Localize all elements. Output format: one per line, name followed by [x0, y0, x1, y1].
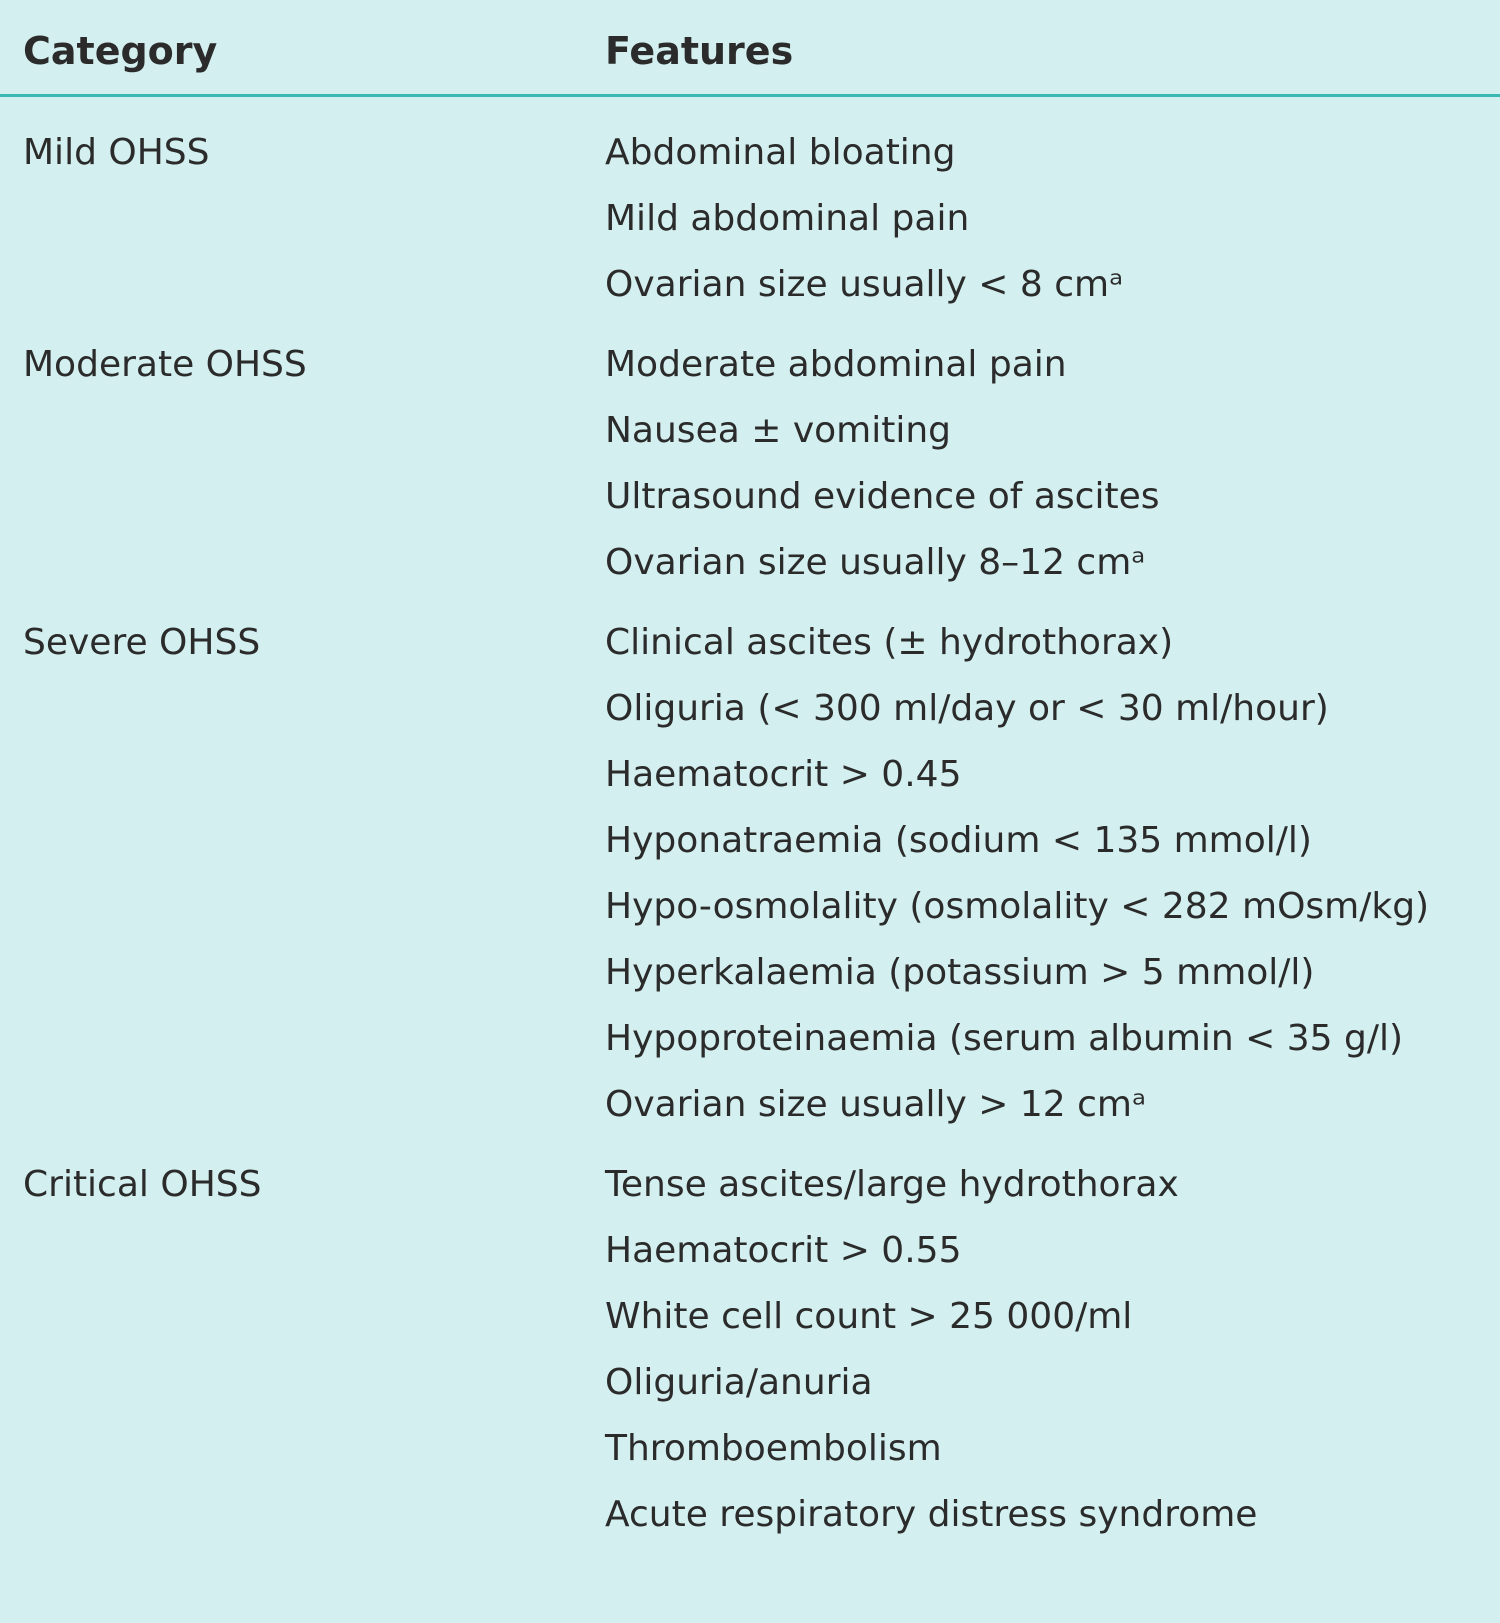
features-cell: [605, 342, 1500, 586]
feature-item: Hypoproteinaemia (serum albumin < 35 g/l): [605, 1018, 1404, 1059]
features-cell: [605, 130, 1500, 308]
feature-item: Ovarian size usually > 12 cmᵃ: [605, 1084, 1147, 1125]
feature-item: Oliguria/anuria: [605, 1362, 873, 1403]
category-cell: Critical OHSS: [23, 1164, 262, 1205]
feature-item: White cell count > 25 000/ml: [605, 1296, 1133, 1337]
table-row-severe: [0, 620, 1500, 1162]
feature-item: Hypo-osmolality (osmolality < 282 mOsm/kg): [605, 886, 1430, 927]
feature-item: Hyponatraemia (sodium < 135 mmol/l): [605, 820, 1312, 861]
header-features: Features: [605, 29, 794, 73]
feature-item: Nausea ± vomiting: [605, 410, 952, 451]
feature-item: Haematocrit > 0.45: [605, 754, 962, 795]
feature-item: Ultrasound evidence of ascites: [605, 476, 1160, 517]
feature-item: Ovarian size usually 8–12 cmᵃ: [605, 542, 1146, 583]
feature-item: Acute respiratory distress syndrome: [605, 1494, 1258, 1535]
header-category: Category: [23, 29, 218, 73]
feature-item: Ovarian size usually < 8 cmᵃ: [605, 264, 1124, 305]
table-header: [0, 0, 1500, 97]
category-cell: Severe OHSS: [23, 622, 261, 663]
feature-item: Tense ascites/large hydrothorax: [605, 1164, 1179, 1205]
feature-item: Clinical ascites (± hydrothorax): [605, 622, 1174, 663]
feature-item: Mild abdominal pain: [605, 198, 970, 239]
table-row-critical: [0, 1162, 1500, 1572]
features-cell: [605, 1162, 1500, 1538]
feature-item: Hyperkalaemia (potassium > 5 mmol/l): [605, 952, 1315, 993]
feature-item: Oliguria (< 300 ml/day or < 30 ml/hour): [605, 688, 1329, 729]
feature-item: Abdominal bloating: [605, 132, 956, 173]
table-body: [0, 97, 1500, 1572]
feature-item: Thromboembolism: [605, 1428, 942, 1469]
table-row-mild: [0, 97, 1500, 342]
feature-item: Moderate abdominal pain: [605, 344, 1067, 385]
category-cell: Moderate OHSS: [23, 344, 307, 385]
category-cell: Mild OHSS: [23, 132, 210, 173]
table-row-moderate: [0, 342, 1500, 620]
features-cell: [605, 620, 1500, 1128]
feature-item: Haematocrit > 0.55: [605, 1230, 962, 1271]
